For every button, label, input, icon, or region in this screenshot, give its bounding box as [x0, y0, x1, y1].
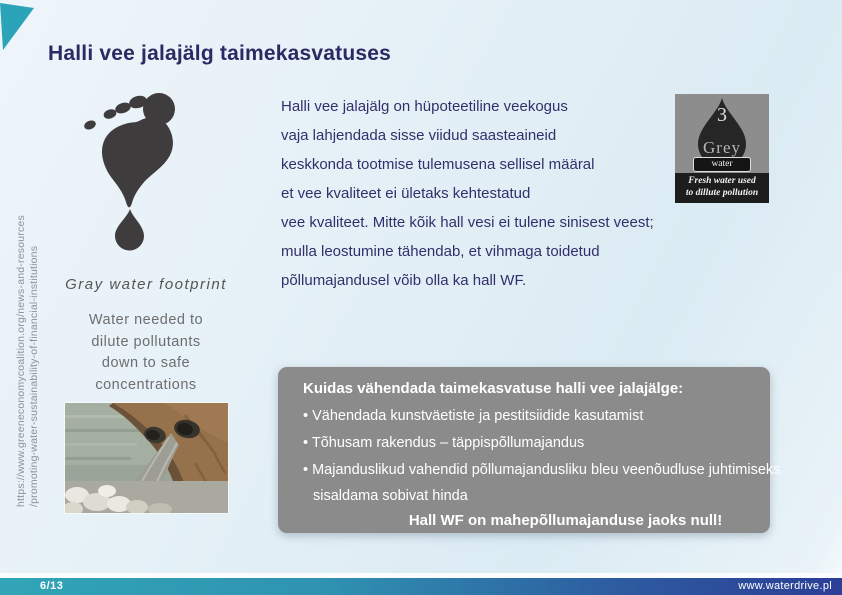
- badge-number: 3: [717, 104, 727, 126]
- footprint-description-line: dilute pollutants: [91, 333, 201, 350]
- source-url-line1: https://www.greeneconomycoalition.org/news-and-resources: [15, 215, 27, 507]
- paragraph-line: Halli vee jalajälg on hüpoteetiline veekogus: [281, 98, 568, 115]
- footprint-description-line: Water needed to: [88, 312, 204, 328]
- corner-accent-triangle: [0, 0, 38, 54]
- badge-caption-line1: Fresh water used: [688, 176, 756, 186]
- grey-water-badge-image: [675, 94, 769, 173]
- page-title: Halli vee jalajälg taimekasvatuses: [48, 42, 392, 65]
- reduction-highlight: Hall WF on mahepõllumajanduse jaoks null!: [408, 512, 723, 529]
- paragraph-line: vaja lahjendada sisse viidud saasteaineid: [281, 127, 557, 144]
- badge-caption-line2: to dillute pollution: [685, 187, 759, 198]
- footprint-description: [56, 310, 236, 396]
- footer-bar: [0, 578, 842, 595]
- footprint-description-line: concentrations: [95, 376, 197, 393]
- paragraph-line: mulla leostumine tähendab, et vihmaga toidetud: [281, 243, 600, 260]
- badge-caption: [675, 173, 769, 203]
- footprint-caption: Gray water footprint: [65, 276, 227, 293]
- paragraph-line: keskkonda tootmise tulemusena sellisel määral: [281, 156, 595, 173]
- footprint-description-line: down to safe: [101, 355, 191, 371]
- reduction-bullet-continuation: sisaldama sobivat hinda: [313, 488, 468, 504]
- source-url: [15, 167, 41, 507]
- pollution-photo: [65, 403, 228, 513]
- paragraph-line: et vee kvaliteet ei ületaks kehtestatud: [281, 185, 531, 202]
- paragraph-line: põllumajandusel võib olla ka hall WF.: [281, 272, 527, 289]
- badge-water-label: water: [693, 157, 751, 172]
- water-footprint-icon: [77, 87, 203, 255]
- reduction-bullet: • Vähendada kunstväetiste ja pestitsiidide kasutamist: [303, 408, 644, 424]
- reduction-bullet: • Majanduslikud vahendid põllumajandusliku bleu veenõudluse juhtimiseks: [303, 462, 781, 478]
- footer-website: www.waterdrive.pl: [738, 580, 832, 592]
- paragraph-line: vee kvaliteet. Mitte kõik hall vesi ei tulene sinisest veest;: [281, 214, 654, 231]
- reduction-box: [278, 367, 781, 533]
- reduction-heading: Kuidas vähendada taimekasvatuse halli vee jalajälge:: [303, 380, 684, 397]
- source-url-line2: /promoting-water-sustainability-of-financial-institutions: [28, 245, 40, 507]
- grey-water-badge: [675, 94, 769, 203]
- main-paragraph: [281, 92, 654, 295]
- badge-grey-label: Grey: [703, 138, 741, 157]
- reduction-bullet: • Tõhusam rakendus – täppispõllumajandus: [303, 435, 585, 451]
- page-number: 6/13: [40, 580, 64, 592]
